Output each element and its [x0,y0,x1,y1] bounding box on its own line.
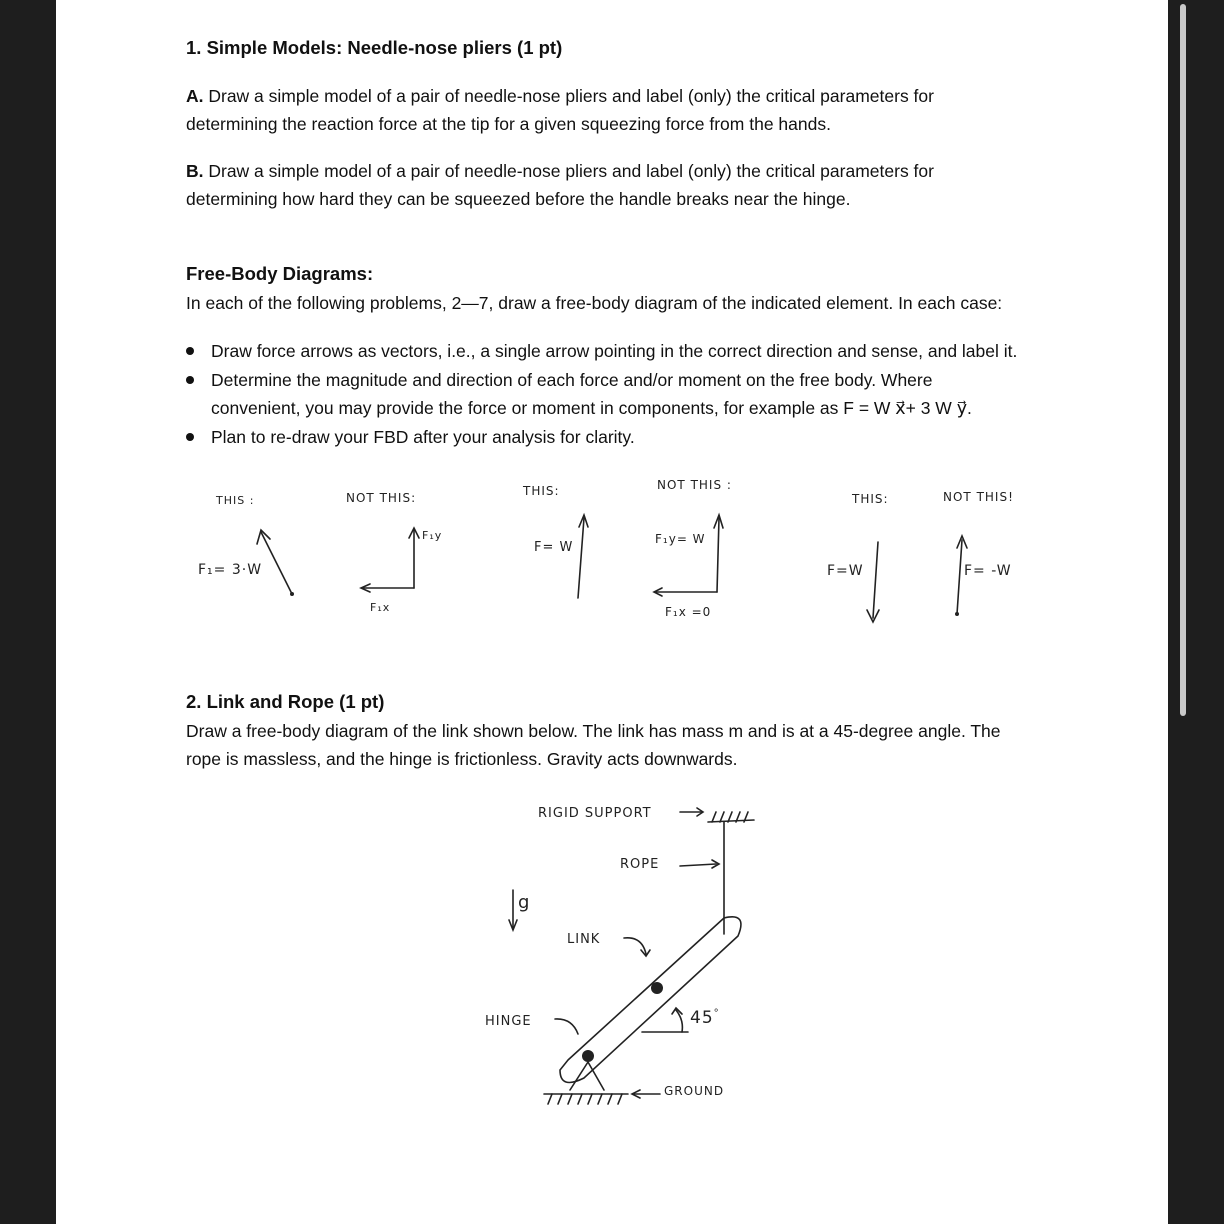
angle-marker [642,1008,688,1032]
sketch-f-eq-neg-w: F= -W [964,563,1012,579]
fbd-bullet-1: Draw force arrows as vectors, i.e., a single arrow pointing in the correct direction and sense, and label it. [211,341,1018,361]
fbd-bullet-2-cont: convenient, you may provide the force or moment in components, for example as F = W x⃗+ 3 W y⃗. [211,398,972,418]
q1-part-b-label: B. [186,161,204,181]
link-body [560,917,741,1083]
figure-label-gravity: g [518,892,531,913]
q1-part-b-line2: determining how hard they can be squeezed before the handle breaks near the hinge. [186,189,851,209]
fbd-title: Free-Body Diagrams: [186,263,374,284]
sketch-f1y-label: F₁y [422,529,443,542]
sketch-label-not-this-1: NOT THIS: [346,491,417,505]
fbd-intro: In each of the following problems, 2—7, draw a free-body diagram of the indicated element. In each case: [186,293,1003,313]
figure-label-angle: 45° [690,1008,720,1028]
sketch-f1-eq: F₁= 3·W [198,562,263,578]
fbd-bullet-2: Determine the magnitude and direction of each force and/or moment on the free body. Where [211,370,933,390]
sketch-label-not-this-3: NOT THIS! [943,490,1014,504]
angle-value: 45 [690,1008,714,1028]
sketch-f-eq-w-2: F=W [827,563,864,579]
rope [680,822,724,934]
q2-title: 2. Link and Rope (1 pt) [186,691,385,712]
q1-part-a-label: A. [186,86,204,106]
rigid-support [680,808,754,822]
q1-part-a-text: Draw a simple model of a pair of needle-nose pliers and label (only) the critical parameters for [203,86,934,106]
sketch-label-this-1: THIS : [216,494,255,507]
q2-line2: rope is massless, and the hinge is frictionless. Gravity acts downwards. [186,749,738,769]
sketch-label-this-3: THIS: [852,492,889,506]
figure-label-rigid-support: RIGID SUPPORT [538,806,652,821]
q2-line1: Draw a free-body diagram of the link shown below. The link has mass m and is at a 45-degree angle. The [186,721,1001,741]
sketch-f1x-eq-0: F₁x =0 [665,605,712,619]
figure-label-rope: ROPE [620,857,660,872]
fbd-bullet-3: Plan to re-draw your FBD after your analysis for clarity. [211,427,635,447]
gravity-arrow [509,890,517,930]
sketch-f1x-label: F₁x [370,601,391,614]
sketch-label-this-2: THIS: [523,484,560,498]
sketch-label-not-this-2: NOT THIS : [657,478,732,492]
q1-title: 1. Simple Models: Needle-nose pliers (1 pt) [186,37,563,58]
sketch-f-eq-w-1: F= W [534,540,574,555]
q1-part-b-text: Draw a simple model of a pair of needle-nose pliers and label (only) the critical parameters for [203,161,934,181]
figure-label-link: LINK [567,932,601,947]
figure-label-ground: GROUND [664,1084,725,1098]
sketch-f1y-eq-w: F₁y= W [655,532,706,546]
q1-part-a-line2: determining the reaction force at the tip for a given squeezing force from the hands. [186,114,831,134]
figure-label-hinge: HINGE [485,1014,532,1029]
